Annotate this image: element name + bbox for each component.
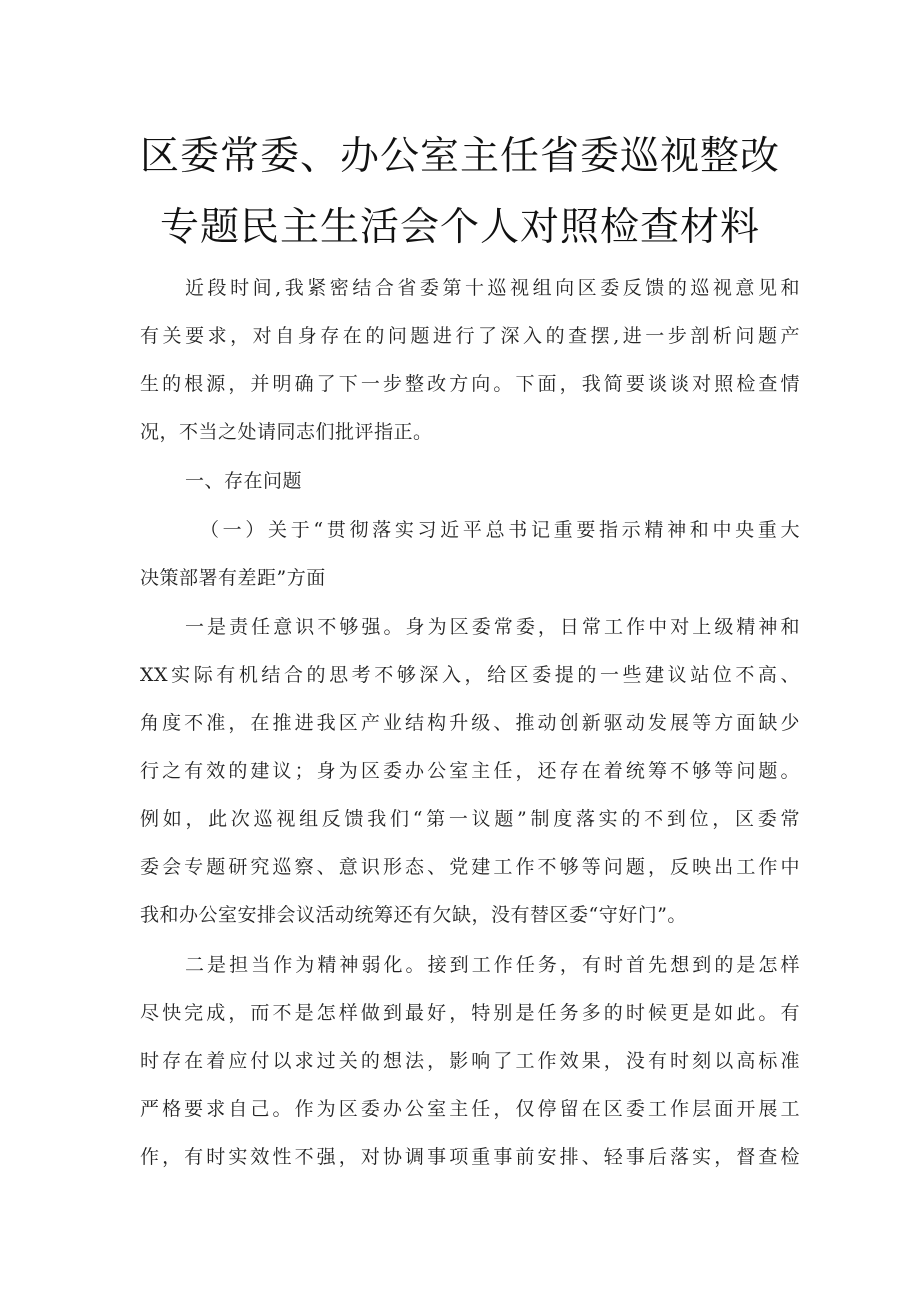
document-title-line-2: 专题民主生活会个人对照检查材料 (159, 205, 760, 250)
paragraph-line: 作，有时实效性不强，对协调事项重事前安排、轻事后落实，督查检 (140, 1146, 800, 1168)
paragraph-line: 行之有效的建议；身为区委办公室主任，还存在着统筹不够等问题。 (140, 760, 800, 782)
paragraph-line: 有关要求，对自身存在的问题进行了深入的查摆,进一步剖析问题产 (140, 325, 800, 347)
paragraph-line: XX实际有机结合的思考不够深入，给区委提的一些建议站位不高、 (140, 664, 800, 686)
paragraph-line: 我和办公室安排会议活动统筹还有欠缺，没有替区委“守好门”。 (140, 904, 687, 926)
paragraph-line: 况，不当之处请同志们批评指正。 (140, 421, 433, 443)
subsection-heading: 决策部署有差距”方面 (140, 567, 326, 589)
paragraph-line: 近段时间,我紧密结合省委第十巡视组向区委反馈的巡视意见和 (185, 277, 800, 299)
paragraph-line: 例如，此次巡视组反馈我们“第一议题”制度落实的不到位，区委常 (140, 808, 800, 830)
paragraph-line: 严格要求自己。作为区委办公室主任，仅停留在区委工作层面开展工 (140, 1098, 800, 1120)
paragraph-line: 时存在着应付以求过关的想法，影响了工作效果，没有时刻以高标准 (140, 1050, 800, 1072)
paragraph-line: 尽快完成，而不是怎样做到最好，特别是任务多的时候更是如此。有 (140, 1002, 800, 1024)
paragraph-line: 二是担当作为精神弱化。接到工作任务，有时首先想到的是怎样 (185, 954, 800, 976)
paragraph-line: 一是责任意识不够强。身为区委常委，日常工作中对上级精神和 (185, 616, 800, 638)
paragraph-line: 角度不准，在推进我区产业结构升级、推动创新驱动发展等方面缺少 (140, 712, 800, 734)
subsection-heading: （一）关于“贯彻落实习近平总书记重要指示精神和中央重大 (200, 519, 800, 541)
paragraph-line: 生的根源，并明确了下一步整改方向。下面，我简要谈谈对照检查情 (140, 373, 800, 395)
section-heading: 一、存在问题 (185, 470, 303, 492)
document-title-line-1: 区委常委、办公室主任省委巡视整改 (139, 134, 780, 179)
paragraph-line: 委会专题研究巡察、意识形态、党建工作不够等问题，反映出工作中 (140, 856, 800, 878)
